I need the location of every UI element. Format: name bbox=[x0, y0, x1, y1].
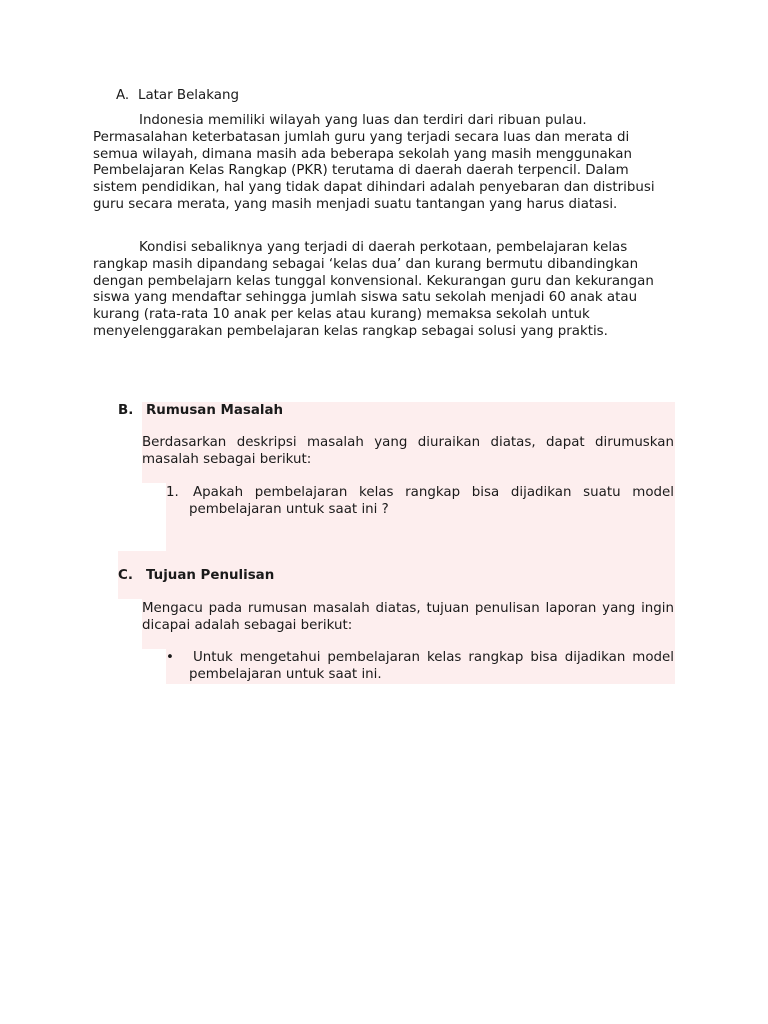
bullet-icon: • bbox=[166, 650, 174, 665]
section-c-title: Tujuan Penulisan bbox=[146, 568, 275, 583]
paragraph-text: Indonesia memiliki wilayah yang luas dan terdiri dari ribuan pulau. Permasalahan keterbatasan jumlah guru yang terjadi secara luas dan merata di semua wilayah, dimana masih ada beberapa sekolah yang masih menggunakan Pembelajaran Kelas Rangkap (PKR) terutama di daerah daerah terpencil. Dalam sistem pendidikan, hal yang tidak dapat dihindari adalah penyebaran dan distribusi guru secara merata, yang masih menjadi suatu tantangan yang harus diatasi. bbox=[93, 113, 655, 212]
section-c-intro: Mengacu pada rumusan masalah diatas, tujuan penulisan laporan yang ingin dicapai adalah sebagai berikut: bbox=[142, 601, 674, 633]
paragraph bbox=[93, 240, 673, 341]
list-item-text bbox=[166, 650, 674, 683]
section-c-number: C. bbox=[118, 568, 133, 583]
paragraph-text: Kondisi sebaliknya yang terjadi di daerah perkotaan, pembelajaran kelas rangkap masih dipandang sebagai ‘kelas dua’ dan kurang bermutu dibandingkan dengan pembelajarn kelas tunggal konvensional. Kekurangan guru dan kekurangan siswa yang mendaftar sehingga jumlah siswa satu sekolah menjadi 60 anak atau kurang (rata-rata 10 anak per kelas atau kurang) memaksa sekolah untuk menyelenggarakan pembelajaran kelas rangkap sebagai solusi yang praktis. bbox=[93, 240, 654, 339]
list-item-text-content: Untuk mengetahui pembelajaran kelas rangkap bisa dijadikan model pembelajaran untuk saat ini. bbox=[189, 650, 674, 682]
list-item-text bbox=[166, 485, 674, 518]
section-b-number: B. bbox=[118, 403, 134, 418]
section-c-heading bbox=[118, 567, 274, 584]
list-item bbox=[166, 650, 674, 683]
section-a-heading bbox=[116, 87, 239, 104]
list-number: 1. bbox=[166, 485, 179, 500]
paragraph bbox=[93, 113, 673, 214]
section-b-intro: Berdasarkan deskripsi masalah yang diuraikan diatas, dapat dirumuskan masalah sebagai berikut: bbox=[142, 435, 674, 467]
section-a-number: A. bbox=[116, 88, 130, 103]
section-a-title: Latar Belakang bbox=[138, 88, 239, 103]
list-item bbox=[166, 485, 674, 518]
section-b-title: Rumusan Masalah bbox=[146, 403, 284, 418]
section-b-heading bbox=[118, 402, 283, 419]
list-item-text-content: Apakah pembelajaran kelas rangkap bisa dijadikan suatu model pembelajaran untuk saat ini ? bbox=[189, 485, 674, 517]
